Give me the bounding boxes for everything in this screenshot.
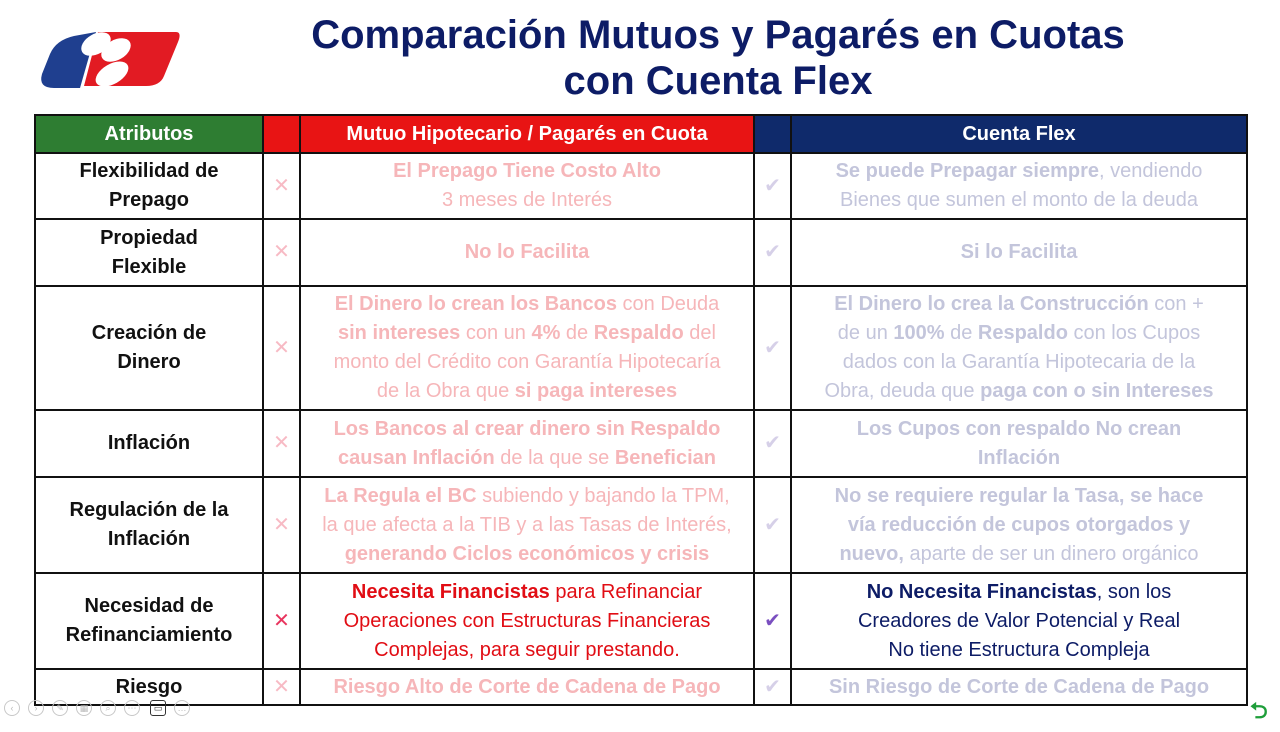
page-title (280, 12, 1156, 104)
bold-text: Necesita Financistas (351, 580, 550, 603)
header-mutuo: Mutuo Hipotecario / Pagarés en Cuota (300, 115, 754, 153)
bold-text: Respaldo (977, 322, 1068, 344)
bold-text: No Necesita Financistas (866, 580, 1097, 603)
text: subiendo y bajando la TPM, (476, 484, 730, 507)
header-flex-icon-cell (754, 115, 791, 153)
bold-text: causan Inflación (338, 446, 495, 469)
title-line-2: con Cuenta Flex (563, 59, 873, 103)
text: de la que se (494, 446, 615, 469)
slideshow-toolbar (0, 698, 200, 718)
bold-text: Benefician (614, 446, 716, 469)
flex-cell (791, 410, 1247, 477)
slides-view-button[interactable]: ▦ (76, 700, 92, 716)
next-slide-button[interactable]: › (28, 700, 44, 716)
bold-text: sin intereses (337, 322, 461, 344)
row-attribute (35, 573, 263, 669)
cell-line (307, 578, 747, 607)
mutuo-cell: No lo Facilita (300, 219, 754, 286)
header-flex: Cuenta Flex (791, 115, 1247, 153)
mutuo-cell (300, 153, 754, 219)
table-row (35, 410, 1247, 477)
table-row (35, 669, 1247, 705)
attribute-line: Inflación (107, 432, 191, 454)
check-icon: ✔ (754, 286, 791, 410)
header-attributes: Atributos (35, 115, 263, 153)
text: para Refinanciar (549, 580, 703, 603)
check-icon: ✔ (754, 219, 791, 286)
bold-text: La Regula el BC (324, 484, 477, 507)
flex-cell (791, 153, 1247, 219)
flex-cell (791, 573, 1247, 669)
check-icon: ✔ (754, 477, 791, 573)
cell-line: monto del Crédito con Garantía Hipotecaría (333, 351, 721, 373)
table-row (35, 477, 1247, 573)
table-header-row (35, 115, 1247, 153)
check-icon: ✔ (754, 153, 791, 219)
row-attribute (35, 153, 263, 219)
flex-cell: Si lo Facilita (791, 219, 1247, 286)
x-icon: ✕ (263, 477, 300, 573)
attribute-line: Creación de (91, 322, 207, 344)
bold-text: paga con o sin Intereses (980, 380, 1214, 402)
bold-text: El Dinero lo crea la Construcción (834, 293, 1149, 315)
cell-line: Operaciones con Estructuras Financieras (343, 609, 711, 632)
attribute-line: Flexible (111, 255, 187, 278)
bold-text: Respaldo (593, 322, 684, 344)
text: aparte de ser un dinero orgánico (903, 542, 1199, 565)
subtitles-button[interactable]: ⋯ (124, 700, 140, 716)
text: , vendiendo (1099, 160, 1203, 182)
bold-text: 100% (893, 322, 945, 344)
mutuo-cell (300, 573, 754, 669)
bold-text: 4% (531, 322, 561, 344)
text: de un (837, 322, 894, 344)
header-mutuo-icon-cell (263, 115, 300, 153)
x-icon: ✕ (263, 410, 300, 477)
attribute-line: Inflación (107, 528, 191, 550)
cell-line (307, 482, 747, 511)
cell-line: 3 meses de Interés (441, 189, 613, 211)
attribute-line: Necesidad de (84, 595, 214, 617)
cell-line: dados con la Garantía Hipotecaria de la (842, 351, 1196, 373)
cell-line: generando Ciclos económicos y crisis (344, 542, 710, 565)
cell-line: Inflación (977, 446, 1061, 469)
cell-line (798, 377, 1240, 406)
mutuo-cell (300, 477, 754, 573)
check-icon: ✔ (754, 573, 791, 669)
flex-cell: Sin Riesgo de Corte de Cadena de Pago (791, 669, 1247, 705)
text: Obra, deuda que (824, 380, 981, 402)
check-icon: ✔ (754, 669, 791, 705)
text: con un (460, 322, 532, 344)
text: con + (1148, 293, 1204, 315)
cell-line: El Prepago Tiene Costo Alto (393, 160, 661, 182)
camera-icon[interactable]: ▭ (150, 700, 166, 716)
cell-line (307, 319, 747, 348)
flex-cell (791, 477, 1247, 573)
x-icon: ✕ (263, 153, 300, 219)
cell-line: Los Cupos con respaldo No crean (856, 417, 1182, 440)
mutuo-cell (300, 410, 754, 477)
cell-line: Bienes que sumen el monto de la deuda (839, 189, 1199, 211)
cell-line (798, 290, 1240, 319)
cell-line: No tiene Estructura Compleja (888, 638, 1150, 661)
company-logo (36, 24, 180, 92)
attribute-line: Propiedad (100, 226, 198, 249)
cell-line (798, 578, 1240, 607)
text: de la Obra que (376, 380, 515, 402)
table-row (35, 286, 1247, 410)
bold-text: El Dinero lo crean los Bancos (334, 293, 617, 315)
text: con los Cupos (1067, 322, 1201, 344)
attribute-line: Regulación de la (69, 499, 229, 521)
x-icon: ✕ (263, 573, 300, 669)
text: de (560, 322, 594, 344)
mutuo-cell: Riesgo Alto de Corte de Cadena de Pago (300, 669, 754, 705)
text: del (683, 322, 716, 344)
text: de (944, 322, 978, 344)
attribute-line: Dinero (117, 351, 181, 373)
cell-line: Los Bancos al crear dinero sin Respaldo (333, 417, 721, 440)
zoom-button[interactable]: ⌕ (100, 700, 116, 716)
cell-line (798, 319, 1240, 348)
text: con Deuda (617, 293, 720, 315)
attribute-line: Flexibilidad de (79, 160, 219, 182)
cell-line (307, 444, 747, 473)
cell-line: Complejas, para seguir prestando. (374, 638, 680, 661)
table-row (35, 573, 1247, 669)
cell-line (798, 157, 1240, 186)
previous-slide-button[interactable]: ‹ (4, 700, 20, 716)
table-row (35, 219, 1247, 286)
flex-cell (791, 286, 1247, 410)
row-attribute (35, 286, 263, 410)
text: , son los (1096, 580, 1172, 603)
cell-line: No se requiere regular la Tasa, se hace (834, 484, 1204, 507)
return-arrow-icon[interactable]: ⮌ (1250, 698, 1268, 723)
cell-line: la que afecta a la TIB y a las Tasas de Interés, (322, 513, 732, 536)
row-attribute (35, 410, 263, 477)
x-icon: ✕ (263, 219, 300, 286)
mutuo-cell (300, 286, 754, 410)
bold-text: nuevo, (839, 542, 904, 565)
cell-line (798, 540, 1240, 569)
x-icon: ✕ (263, 286, 300, 410)
cell-line: vía reducción de cupos otorgados y (847, 513, 1191, 536)
table-row (35, 153, 1247, 219)
pen-tool-button[interactable]: ✎ (52, 700, 68, 716)
bold-text: Se puede Prepagar siempre (835, 160, 1100, 182)
row-attribute (35, 477, 263, 573)
check-icon: ✔ (754, 410, 791, 477)
comparison-table (34, 114, 1248, 706)
title-line-1: Comparación Mutuos y Pagarés en Cuotas (311, 13, 1125, 57)
x-icon: ✕ (263, 669, 300, 705)
bold-text: si paga intereses (514, 380, 678, 402)
attribute-line: Riesgo (115, 675, 183, 698)
cell-line: Creadores de Valor Potencial y Real (857, 609, 1181, 632)
cell-line (307, 290, 747, 319)
attribute-line: Prepago (108, 189, 190, 211)
row-attribute (35, 219, 263, 286)
cell-line (307, 377, 747, 406)
attribute-line: Refinanciamiento (65, 624, 233, 646)
more-options-button[interactable]: … (174, 700, 190, 716)
